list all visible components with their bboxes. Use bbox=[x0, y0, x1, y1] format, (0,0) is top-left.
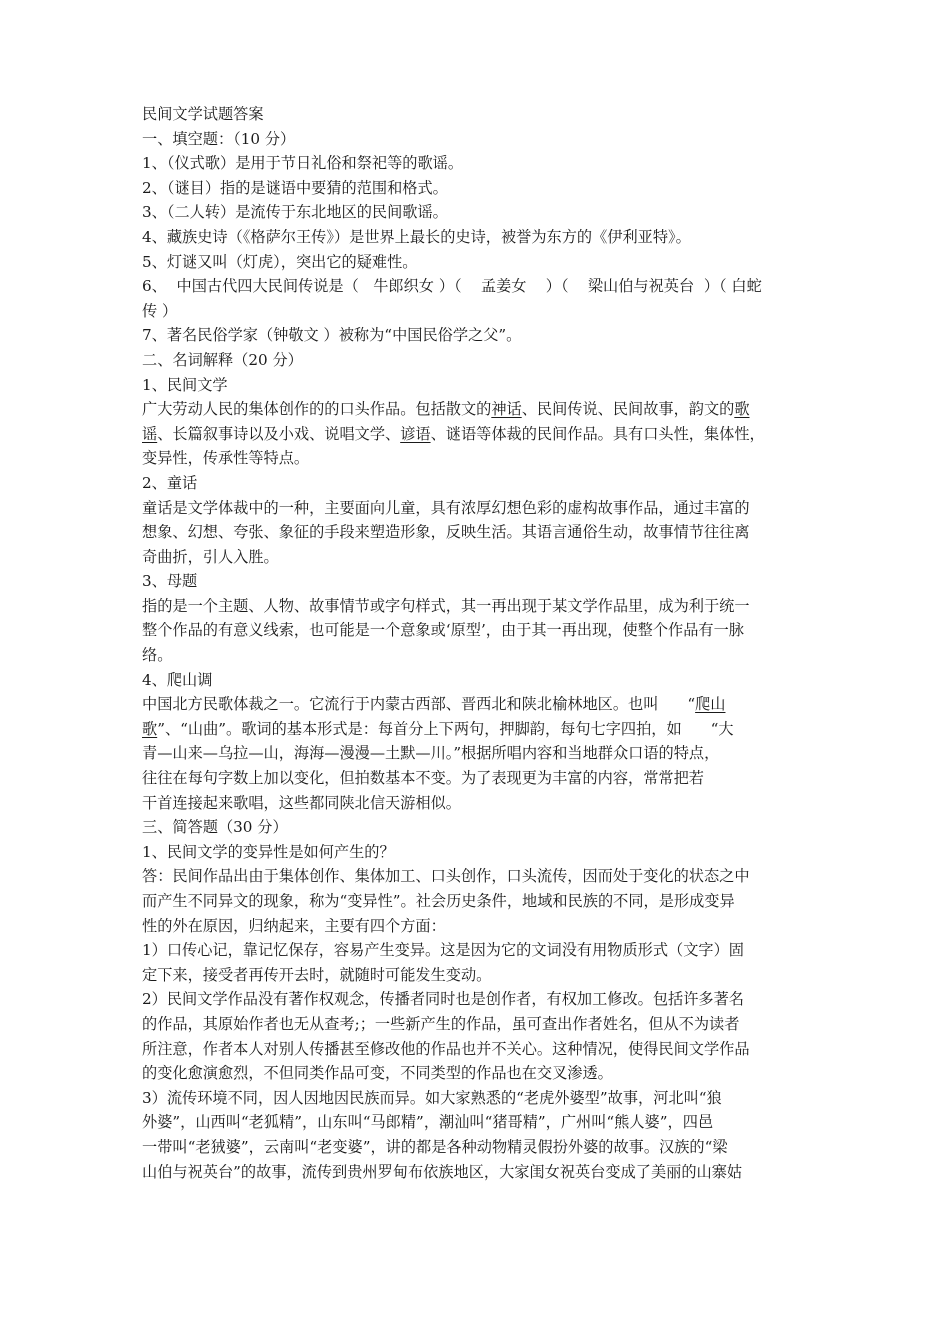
answer-line: 答：民间作品出由于集体创作、集体加工、口头创作，口头流传，因而处于变化的状态之中 bbox=[142, 867, 750, 886]
term-title: 3、母题 bbox=[142, 572, 198, 591]
term-title: 1、民间文学 bbox=[142, 375, 228, 394]
term-body-line bbox=[142, 692, 822, 717]
fill-blank-q5: 5、灯谜又叫（灯虎），突出它的疑难性。 bbox=[142, 252, 418, 271]
text-run: 、民间传说、民间故事，韵文的 bbox=[521, 400, 735, 419]
term-body-line bbox=[142, 397, 822, 422]
term-body-line: 奇曲折，引人入胜。 bbox=[142, 547, 279, 566]
section-heading-fill-blank: 一、填空题：（10 分） bbox=[142, 129, 296, 148]
term-body-line: 整个作品的有意义线索，也可能是一个意象或‘原型’，由于其一再出现，使整个作品有一脉 bbox=[142, 621, 744, 640]
document-body bbox=[142, 102, 822, 1184]
fill-blank-q1: 1、（仪式歌）是用于节日礼俗和祭祀等的歌谣。 bbox=[142, 154, 464, 173]
underlined-term: 谣 bbox=[142, 424, 158, 443]
fill-blank-q7: 7、著名民俗学家（钟敬文 ）被称为“中国民俗学之父”。 bbox=[142, 326, 522, 345]
term-body-line: 往往在每句字数上加以变化，但拍数基本不变。为了表现更为丰富的内容，常常把若 bbox=[142, 769, 704, 788]
fill-blank-q2: 2、（谜目）指的是谜语中要猜的范围和格式。 bbox=[142, 178, 448, 197]
document-title: 民间文学试题答案 bbox=[142, 105, 264, 123]
text-run: 、谜语等体裁的民间作品。具有口头性，集体性， bbox=[430, 424, 765, 443]
underlined-term: 神话 bbox=[491, 400, 522, 419]
section-heading-short-answer: 三、简答题（30 分） bbox=[142, 818, 288, 837]
underlined-term: 歌 bbox=[734, 400, 750, 419]
term-body-line: 青—山来—乌拉—山，海海—漫漫—土默—川。”根据所唱内容和当地群众口语的特点， bbox=[142, 744, 720, 763]
text-run: 、长篇叙事诗以及小戏、说唱文学、 bbox=[157, 424, 401, 443]
answer-line: 山伯与祝英台”的故事，流传到贵州罗甸布依族地区，大家闺女祝英台变成了美丽的山寨姑 bbox=[142, 1162, 743, 1181]
term-body-line: 童话是文学体裁中的一种，主要面向儿童，具有浓厚幻想色彩的虚构故事作品，通过丰富的 bbox=[142, 498, 750, 517]
answer-line: 而产生不同异文的现象，称为“变异性”。社会历史条件，地域和民族的不同，是形成变异 bbox=[142, 892, 735, 910]
answer-line: 外婆”，山西叫“老狐精”，山东叫“马郎精”，潮汕叫“猪哥精”，广州叫“熊人婆”，四邑 bbox=[142, 1113, 714, 1132]
answer-line: 2）民间文学作品没有著作权观念，传播者同时也是创作者，有权加工修改。包括许多著名 bbox=[142, 990, 744, 1009]
text-run: ”、“山曲”。歌词的基本形式是：每首分上下两句，押脚韵，每句七字四拍，如 “大 bbox=[157, 719, 734, 738]
section-heading-terms: 二、名词解释（20 分） bbox=[142, 350, 303, 369]
answer-line: 3）流传环境不同，因人因地因民族而异。如大家熟悉的“老虎外婆型”故事，河北叫“狼 bbox=[142, 1088, 722, 1107]
underlined-term: 歌 bbox=[142, 719, 158, 738]
answer-line: 性的外在原因，归纳起来，主要有四个方面： bbox=[142, 916, 446, 935]
term-title: 2、童话 bbox=[142, 473, 198, 492]
term-body-line: 指的是一个主题、人物、故事情节或字句样式，其一再出现于某文学作品里，成为利于统一 bbox=[142, 596, 750, 615]
answer-line: 的变化愈演愈烈，不但同类作品可变，不同类型的作品也在交叉渗透。 bbox=[142, 1064, 613, 1083]
term-body-line: 络。 bbox=[142, 646, 173, 665]
term-body-line: 想象、幻想、夸张、象征的手段来塑造形象，反映生活。其语言通俗生动，故事情节往往离 bbox=[142, 523, 750, 542]
fill-blank-q4: 4、藏族史诗（《格萨尔王传》）是世界上最长的史诗，被誉为东方的《伊利亚特》。 bbox=[142, 227, 691, 246]
short-answer-question: 1、民间文学的变异性是如何产生的？ bbox=[142, 842, 395, 861]
term-title: 4、爬山调 bbox=[142, 670, 213, 689]
term-body-line: 干首连接起来歌唱，这些都同陕北信天游相似。 bbox=[142, 793, 461, 812]
fill-blank-q6-line1: 6、 中国古代四大民间传说是（ 牛郎织女 ）（ 孟姜女 ）（ 梁山伯与祝英台 ）（ 白蛇 bbox=[142, 277, 762, 296]
term-body-line bbox=[142, 717, 822, 742]
fill-blank-q6-line2: 传 ） bbox=[142, 301, 178, 320]
text-run: 中国北方民歌体裁之一。它流行于内蒙古西部、晋西北和陕北榆林地区。也叫 “ bbox=[142, 695, 696, 714]
underlined-term: 爬山 bbox=[695, 695, 726, 714]
answer-line: 所注意，作者本人对别人传播甚至修改他的作品也并不关心。这种情况，使得民间文学作品 bbox=[142, 1039, 750, 1058]
text-run: 广大劳动人民的集体创作的的口头作品。包括散文的 bbox=[142, 400, 492, 419]
answer-line: 一带叫“老狨婆”，云南叫“老变婆”，讲的都是各种动物精灵假扮外婆的故事。汉族的“梁 bbox=[142, 1137, 728, 1156]
term-body-line: 变异性，传承性等特点。 bbox=[142, 449, 310, 468]
answer-line: 的作品，其原始作者也无从查考;；一些新产生的作品，虽可查出作者姓名，但从不为读者 bbox=[142, 1014, 740, 1033]
term-body-line bbox=[142, 422, 822, 447]
answer-line: 1）口传心记，靠记忆保存，容易产生变异。这是因为它的文词没有用物质形式（文字）固 bbox=[142, 941, 744, 960]
answer-line: 定下来，接受者再传开去时，就随时可能发生变动。 bbox=[142, 965, 492, 984]
fill-blank-q3: 3、（二人转）是流传于东北地区的民间歌谣。 bbox=[142, 203, 448, 222]
underlined-term: 谚语 bbox=[400, 424, 431, 443]
